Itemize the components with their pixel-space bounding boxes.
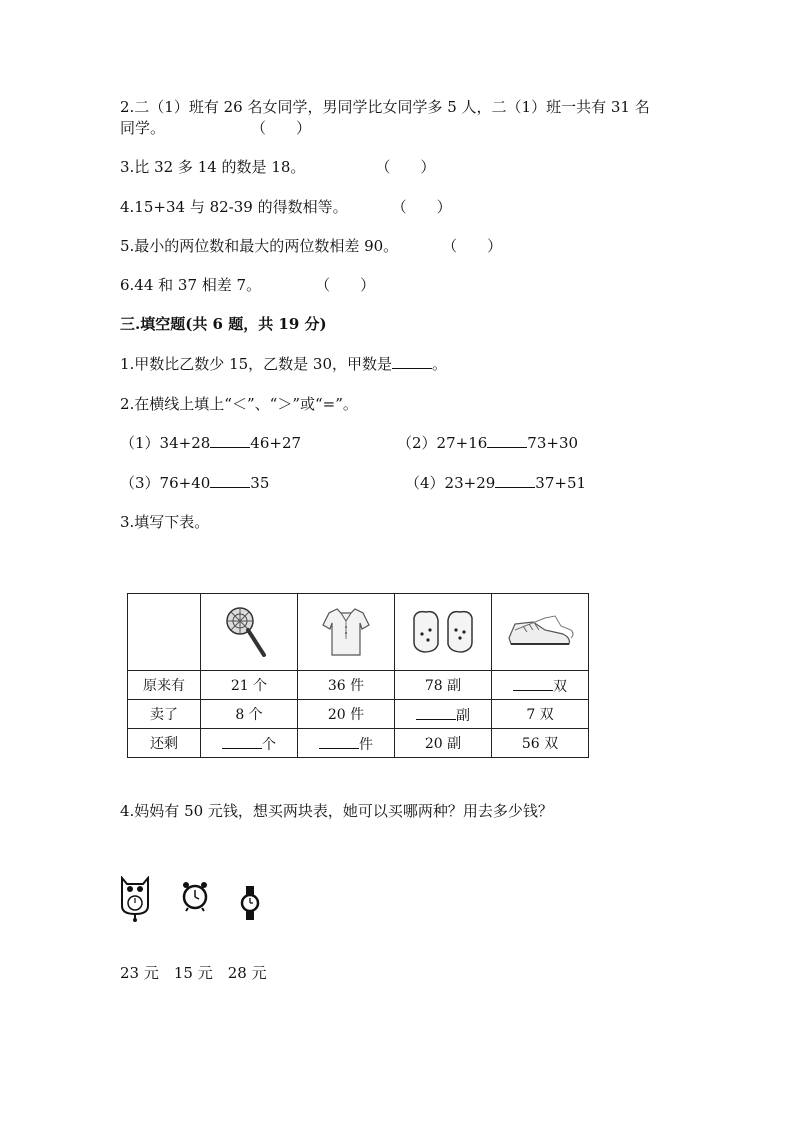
answer-blank[interactable] bbox=[392, 353, 432, 369]
row-label: 原来有 bbox=[128, 671, 201, 700]
answer-blank[interactable] bbox=[319, 733, 359, 749]
q2-line2: 同学。 （ ） bbox=[120, 119, 312, 137]
table-cell: 21 个 bbox=[201, 671, 298, 700]
answer-blank[interactable] bbox=[416, 704, 456, 720]
row-label: 还剩 bbox=[128, 729, 201, 758]
q3: 3.比 32 多 14 的数是 18。 （ ） bbox=[120, 158, 436, 176]
table-cell[interactable]: 副 bbox=[395, 700, 492, 729]
q5: 5.最小的两位数和最大的两位数相差 90。 （ ） bbox=[120, 237, 503, 255]
table-cell: 7 双 bbox=[492, 700, 589, 729]
answer-paren[interactable]: （ ） bbox=[315, 276, 376, 294]
compare-item-1: （1）34+28 46+27 bbox=[120, 434, 302, 452]
table-cell[interactable]: 个 bbox=[201, 729, 298, 758]
row-label: 卖了 bbox=[128, 700, 201, 729]
wristwatch-icon bbox=[240, 886, 260, 920]
answer-blank[interactable] bbox=[487, 432, 527, 448]
lollipop-icon bbox=[201, 594, 298, 671]
fill-q4: 4.妈妈有 50 元钱，想买两块表，她可以买哪两种？用去多少钱？ bbox=[120, 802, 553, 820]
q2-line1: 2.二（1）班有 26 名女同学，男同学比女同学多 5 人，二（1）班一共有 31 名 bbox=[120, 98, 650, 116]
answer-blank[interactable] bbox=[222, 733, 262, 749]
table-cell: 56 双 bbox=[492, 729, 589, 758]
table-corner bbox=[128, 594, 201, 671]
fill-q1: 1.甲数比乙数少 15，乙数是 30，甲数是 。 bbox=[120, 355, 448, 373]
answer-blank[interactable] bbox=[495, 472, 535, 488]
answer-paren[interactable]: （ ） bbox=[375, 158, 436, 176]
table-cell: 78 副 bbox=[395, 671, 492, 700]
table-cell[interactable]: 件 bbox=[298, 729, 395, 758]
answer-blank[interactable] bbox=[210, 472, 250, 488]
answer-blank[interactable] bbox=[513, 675, 553, 691]
table-row bbox=[128, 729, 589, 758]
compare-item-4: （4）23+29 37+51 bbox=[405, 474, 587, 492]
table-row bbox=[128, 671, 589, 700]
q4: 4.15+34 与 82-39 的得数相等。 （ ） bbox=[120, 198, 452, 216]
gloves-icon bbox=[395, 594, 492, 671]
fill-table bbox=[127, 593, 589, 758]
compare-item-3: （3）76+40 35 bbox=[120, 474, 270, 492]
answer-paren[interactable]: （ ） bbox=[391, 198, 452, 216]
alarm-clock-icon bbox=[180, 880, 210, 912]
table-row bbox=[128, 700, 589, 729]
answer-paren[interactable]: （ ） bbox=[442, 237, 503, 255]
table-cell: 20 副 bbox=[395, 729, 492, 758]
sneakers-icon bbox=[492, 594, 589, 671]
section-title: 三.填空题(共 6 题，共 19 分) bbox=[120, 315, 327, 333]
fill-q2-instruction: 2.在横线上填上“＜”、“＞”或“=”。 bbox=[120, 395, 358, 413]
shirt-icon bbox=[298, 594, 395, 671]
q6: 6.44 和 37 相差 7。 （ ） bbox=[120, 276, 376, 294]
clock-prices: 23 元 15 元 28 元 bbox=[120, 964, 267, 982]
table-cell: 20 件 bbox=[298, 700, 395, 729]
answer-paren[interactable]: （ ） bbox=[251, 119, 312, 137]
answer-blank[interactable] bbox=[210, 432, 250, 448]
table-cell: 8 个 bbox=[201, 700, 298, 729]
owl-clock-icon bbox=[118, 876, 152, 922]
compare-item-2: （2）27+16 73+30 bbox=[397, 434, 579, 452]
fill-q3-instruction: 3.填写下表。 bbox=[120, 513, 210, 531]
table-cell: 36 件 bbox=[298, 671, 395, 700]
table-cell[interactable]: 双 bbox=[492, 671, 589, 700]
